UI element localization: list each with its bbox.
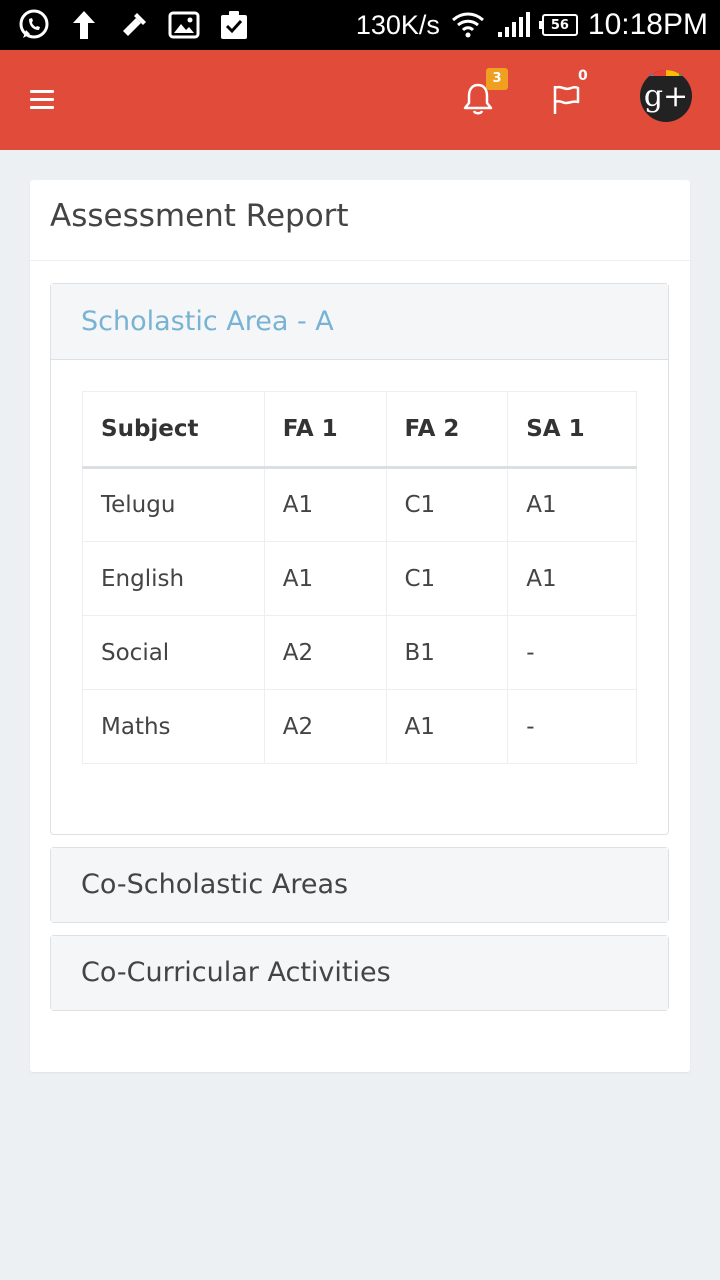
co-curricular-activities-panel [50, 935, 669, 1011]
whatsapp-icon [16, 7, 52, 43]
network-speed: 130K/s [355, 9, 440, 40]
table-row [83, 542, 637, 616]
tool-icon [116, 7, 152, 43]
grade-cell: A2 [264, 616, 386, 690]
grade-cell: A1 [264, 542, 386, 616]
table-row [83, 690, 637, 764]
co-curricular-activities-header[interactable]: Co-Curricular Activities [51, 936, 668, 1010]
grade-cell: B1 [386, 616, 508, 690]
page-title: Assessment Report [50, 198, 349, 234]
grade-cell: C1 [386, 468, 508, 542]
avatar-color-stripe [640, 70, 692, 76]
subject-cell: Maths [83, 690, 265, 764]
avatar[interactable] [640, 70, 692, 122]
subject-cell: Social [83, 616, 265, 690]
wifi-icon [450, 7, 486, 43]
scholastic-area-header[interactable]: Scholastic Area - A [51, 284, 668, 360]
flag-icon[interactable] [550, 82, 584, 118]
divider [30, 260, 690, 261]
grade-cell: A1 [264, 468, 386, 542]
column-header: Subject [83, 392, 265, 468]
grade-cell: A1 [508, 542, 637, 616]
assessment-report-card [30, 180, 690, 1072]
table-row [83, 468, 637, 542]
notifications-badge: 3 [486, 68, 508, 90]
gallery-icon [166, 7, 202, 43]
app-header [0, 50, 720, 150]
status-bar [0, 0, 720, 50]
column-header: FA 2 [386, 392, 508, 468]
co-scholastic-areas-panel [50, 847, 669, 923]
menu-icon[interactable] [30, 90, 54, 110]
grade-cell: A1 [508, 468, 637, 542]
column-header: FA 1 [264, 392, 386, 468]
signal-icon [496, 7, 532, 43]
grade-cell: - [508, 690, 637, 764]
table-row [83, 616, 637, 690]
clipboard-check-icon [216, 7, 252, 43]
grade-cell: A1 [386, 690, 508, 764]
google-plus-icon: g+ [643, 78, 689, 114]
subject-cell: English [83, 542, 265, 616]
column-header: SA 1 [508, 392, 637, 468]
grade-cell: A2 [264, 690, 386, 764]
grade-cell: - [508, 616, 637, 690]
co-scholastic-areas-header[interactable]: Co-Scholastic Areas [51, 848, 668, 922]
upload-icon [66, 7, 102, 43]
grades-table [82, 391, 637, 764]
grade-cell: C1 [386, 542, 508, 616]
scholastic-area-panel [50, 283, 669, 835]
battery-icon: 56 [542, 14, 578, 36]
table-header-row [83, 392, 637, 468]
flags-count: 0 [578, 68, 588, 84]
subject-cell: Telugu [83, 468, 265, 542]
clock: 10:18PM [587, 8, 708, 41]
